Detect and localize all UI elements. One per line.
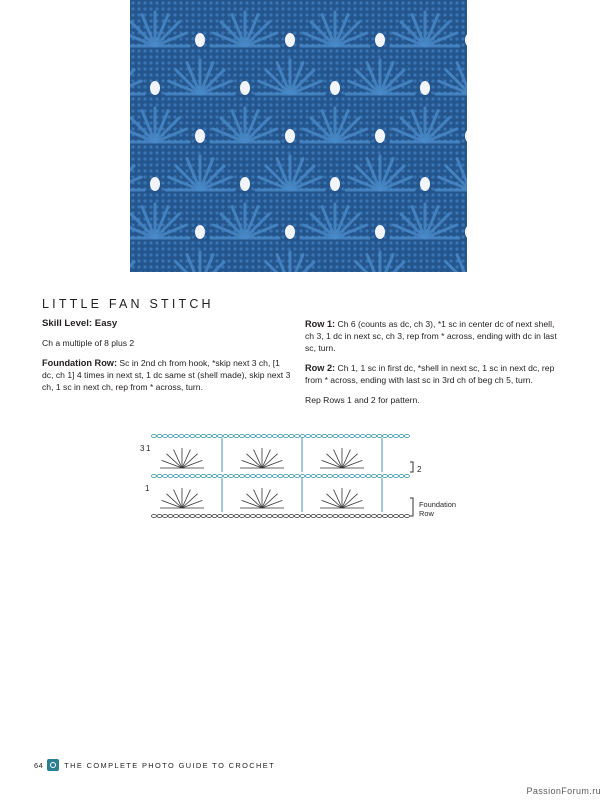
chart-chain-stitch xyxy=(300,515,305,518)
chart-shell-stitch xyxy=(342,494,358,508)
chart-chain-stitch xyxy=(399,435,404,438)
chart-chain-stitch xyxy=(267,435,272,438)
row-1-label: Row 1: xyxy=(305,319,336,329)
chart-chain-stitch xyxy=(262,515,267,518)
chart-chain-stitch xyxy=(273,435,278,438)
chart-chain-stitch xyxy=(328,435,333,438)
chart-chain-stitch xyxy=(399,515,404,518)
swatch-hole xyxy=(150,177,160,191)
chart-chain-stitch xyxy=(394,475,399,478)
chart-chain-stitch xyxy=(273,515,278,518)
chart-chain-stitch xyxy=(179,515,184,518)
chart-chain-stitch xyxy=(240,475,245,478)
chart-chain-stitch xyxy=(229,435,234,438)
chart-chain-stitch xyxy=(278,515,283,518)
row-label-1: 1 xyxy=(145,484,150,493)
chart-chain-stitch xyxy=(350,435,355,438)
chart-chain-stitch xyxy=(322,515,327,518)
chart-chain-stitch xyxy=(223,475,228,478)
chart-chain-stitch xyxy=(361,475,366,478)
chart-shell-stitch xyxy=(326,494,342,508)
chart-chain-stitch xyxy=(328,475,333,478)
chart-chain-stitch xyxy=(361,435,366,438)
swatch-hole xyxy=(375,33,385,47)
chart-chain-stitch xyxy=(350,475,355,478)
chart-chain-stitch xyxy=(196,515,201,518)
chart-chain-stitch xyxy=(234,475,239,478)
chart-chain-stitch xyxy=(372,435,377,438)
row-label-3: 3 xyxy=(140,444,145,453)
chart-chain-stitch xyxy=(333,515,338,518)
swatch-hole xyxy=(195,129,205,143)
stitch-diagram xyxy=(138,432,478,524)
chart-chain-stitch xyxy=(372,515,377,518)
chart-chain-stitch xyxy=(251,515,256,518)
chart-chain-stitch xyxy=(311,475,316,478)
chart-chain-stitch xyxy=(190,475,195,478)
chart-chain-stitch xyxy=(168,515,173,518)
chart-chain-stitch xyxy=(212,515,217,518)
chart-chain-stitch xyxy=(333,435,338,438)
foundation-row-label: Foundation Row: xyxy=(42,358,118,368)
chart-chain-stitch xyxy=(212,435,217,438)
chart-chain-stitch xyxy=(377,475,382,478)
instructions-left xyxy=(42,318,292,401)
chart-chain-stitch xyxy=(152,515,157,518)
skill-level: Skill Level: Easy xyxy=(42,318,118,329)
chart-chain-stitch xyxy=(218,515,223,518)
swatch-hole xyxy=(195,225,205,239)
chart-chain-stitch xyxy=(311,435,316,438)
chart-chain-stitch xyxy=(372,475,377,478)
chart-chain-stitch xyxy=(289,435,294,438)
chart-chain-stitch xyxy=(289,475,294,478)
chart-chain-stitch xyxy=(234,515,239,518)
chart-chain-stitch xyxy=(245,515,250,518)
chart-chain-stitch xyxy=(256,515,261,518)
chart-chain-stitch xyxy=(196,435,201,438)
chart-chain-stitch xyxy=(394,515,399,518)
chart-chain-stitch xyxy=(317,435,322,438)
instructions-right xyxy=(305,318,560,414)
crochet-swatch-photo xyxy=(130,0,467,272)
chart-chain-stitch xyxy=(295,435,300,438)
swatch-hole xyxy=(420,81,430,95)
chart-chain-stitch xyxy=(240,515,245,518)
book-logo-icon xyxy=(47,759,59,771)
chart-chain-stitch xyxy=(295,515,300,518)
chart-chain-stitch xyxy=(388,435,393,438)
chart-chain-stitch xyxy=(405,435,410,438)
chart-shell-stitch xyxy=(246,454,262,468)
chart-chain-stitch xyxy=(317,475,322,478)
chart-chain-stitch xyxy=(306,435,311,438)
chart-chain-stitch xyxy=(366,515,371,518)
chart-chain-stitch xyxy=(223,435,228,438)
chart-chain-stitch xyxy=(339,435,344,438)
chart-chain-stitch xyxy=(229,515,234,518)
chart-chain-stitch xyxy=(212,475,217,478)
chart-row-bracket xyxy=(410,462,413,516)
foundation-row-text: Sc in 2nd ch from hook, *skip next 3 ch, [1 dc, ch 1] 4 times in next st, 1 dc same st (shell made), skip next 3 ch, 1 sc in next ch, rep from * across, turn. xyxy=(42,358,291,392)
chart-chain-stitch xyxy=(383,435,388,438)
swatch-hole xyxy=(375,129,385,143)
chart-shell-stitch xyxy=(246,494,262,508)
row-1-text: Ch 6 (counts as dc, ch 3), *1 sc in center dc of next shell, ch 3, 1 dc in next sc, ch 3, rep from * across, ending with dc in last sc, turn. xyxy=(305,319,557,353)
chart-chain-stitch xyxy=(284,435,289,438)
chart-chain-stitch xyxy=(251,475,256,478)
swatch-hole xyxy=(420,177,430,191)
chart-chain-stitch xyxy=(289,515,294,518)
row-label-1-top: 1 xyxy=(146,444,151,453)
chart-shell-stitch xyxy=(342,454,358,468)
chart-chain-stitch xyxy=(185,435,190,438)
chart-shell-stitch xyxy=(182,494,198,508)
chart-chain-stitch xyxy=(278,435,283,438)
chart-chain-stitch xyxy=(245,475,250,478)
chart-chain-stitch xyxy=(339,475,344,478)
chart-chain-stitch xyxy=(339,515,344,518)
chart-chain-stitch xyxy=(377,435,382,438)
chart-chain-stitch xyxy=(306,515,311,518)
chart-chain-stitch xyxy=(388,515,393,518)
chart-chain-stitch xyxy=(405,475,410,478)
chart-chain-stitch xyxy=(251,435,256,438)
swatch-hole xyxy=(285,129,295,143)
chart-chain-stitch xyxy=(185,475,190,478)
chart-chain-stitch xyxy=(245,435,250,438)
chart-chain-stitch xyxy=(300,435,305,438)
chart-chain-stitch xyxy=(355,475,360,478)
chart-chain-stitch xyxy=(218,435,223,438)
chart-chain-stitch xyxy=(388,475,393,478)
swatch-hole xyxy=(285,33,295,47)
chart-chain-stitch xyxy=(333,475,338,478)
watermark: PassionForum.ru xyxy=(526,786,601,796)
row-2-text: Ch 1, 1 sc in first dc, *shell in next sc, 1 sc in next dc, rep from * across, ending with last sc in 3rd ch of beg ch 5, turn. xyxy=(305,363,555,385)
chart-chain-stitch xyxy=(174,515,179,518)
foundation-row-label-chart: Row xyxy=(419,509,434,518)
page-title: LITTLE FAN STITCH xyxy=(42,297,214,311)
chart-chain-stitch xyxy=(163,515,168,518)
chart-chain-stitch xyxy=(229,475,234,478)
chart-chain-stitch xyxy=(190,515,195,518)
chain-multiple: Ch a multiple of 8 plus 2 xyxy=(42,338,135,348)
swatch-image xyxy=(130,0,467,272)
swatch-hole xyxy=(330,177,340,191)
foundation-label: Foundation xyxy=(419,500,456,509)
swatch-hole xyxy=(240,177,250,191)
swatch-hole xyxy=(375,225,385,239)
chart-chain-stitch xyxy=(284,515,289,518)
chart-chain-stitch xyxy=(361,515,366,518)
chart-chain-stitch xyxy=(262,435,267,438)
page-footer xyxy=(34,759,275,771)
chart-chain-stitch xyxy=(405,515,410,518)
chart-chain-stitch xyxy=(207,515,212,518)
chart-chain-stitch xyxy=(201,435,206,438)
chart-chain-stitch xyxy=(306,475,311,478)
chart-chain-stitch xyxy=(355,435,360,438)
swatch-hole xyxy=(285,225,295,239)
chart-chain-stitch xyxy=(262,475,267,478)
chart-chain-stitch xyxy=(256,475,261,478)
chart-shell-stitch xyxy=(262,454,278,468)
chart-chain-stitch xyxy=(168,435,173,438)
stitch-chart xyxy=(138,432,478,524)
chart-chain-stitch xyxy=(152,475,157,478)
chart-chain-stitch xyxy=(344,475,349,478)
chart-shell-stitch xyxy=(166,494,182,508)
row-2-label: Row 2: xyxy=(305,363,336,373)
chart-chain-stitch xyxy=(179,475,184,478)
chart-chain-stitch xyxy=(366,435,371,438)
chart-chain-stitch xyxy=(163,475,168,478)
chart-chain-stitch xyxy=(350,515,355,518)
chart-chain-stitch xyxy=(207,475,212,478)
chart-chain-stitch xyxy=(267,475,272,478)
chart-chain-stitch xyxy=(168,475,173,478)
chart-chain-stitch xyxy=(284,475,289,478)
chart-chain-stitch xyxy=(201,515,206,518)
chart-chain-stitch xyxy=(394,435,399,438)
swatch-hole xyxy=(195,33,205,47)
chart-shell-stitch xyxy=(262,494,278,508)
chart-chain-stitch xyxy=(196,475,201,478)
chart-chain-stitch xyxy=(383,475,388,478)
chart-chain-stitch xyxy=(344,515,349,518)
chart-chain-stitch xyxy=(355,515,360,518)
chart-chain-stitch xyxy=(322,435,327,438)
chart-chain-stitch xyxy=(185,515,190,518)
foundation-row-instructions xyxy=(42,357,292,393)
row-label-2: 2 xyxy=(417,465,422,474)
chart-chain-stitch xyxy=(267,515,272,518)
chart-chain-stitch xyxy=(300,475,305,478)
chart-chain-stitch xyxy=(278,475,283,478)
page-number: 64 xyxy=(34,760,44,770)
chart-chain-stitch xyxy=(190,435,195,438)
chart-chain-stitch xyxy=(383,515,388,518)
chart-chain-stitch xyxy=(163,435,168,438)
row-1-instructions xyxy=(305,318,560,354)
chart-chain-stitch xyxy=(157,475,162,478)
swatch-hole xyxy=(150,81,160,95)
book-title: THE COMPLETE PHOTO GUIDE TO CROCHET xyxy=(64,760,276,770)
chart-chain-stitch xyxy=(377,515,382,518)
chart-chain-stitch xyxy=(317,515,322,518)
chart-chain-stitch xyxy=(234,435,239,438)
chart-shell-stitch xyxy=(182,454,198,468)
swatch-hole xyxy=(240,81,250,95)
chart-chain-stitch xyxy=(179,435,184,438)
chart-chain-stitch xyxy=(328,515,333,518)
chart-shell-stitch xyxy=(326,454,342,468)
chart-chain-stitch xyxy=(256,435,261,438)
chart-chain-stitch xyxy=(157,435,162,438)
chart-chain-stitch xyxy=(223,515,228,518)
chart-chain-stitch xyxy=(344,435,349,438)
chart-chain-stitch xyxy=(174,475,179,478)
chart-chain-stitch xyxy=(201,475,206,478)
chart-chain-stitch xyxy=(366,475,371,478)
chart-chain-stitch xyxy=(295,475,300,478)
chart-chain-stitch xyxy=(207,435,212,438)
chart-chain-stitch xyxy=(152,435,157,438)
chart-chain-stitch xyxy=(218,475,223,478)
swatch-hole xyxy=(330,81,340,95)
chart-chain-stitch xyxy=(399,475,404,478)
repeat-instructions: Rep Rows 1 and 2 for pattern. xyxy=(305,395,420,405)
chart-chain-stitch xyxy=(311,515,316,518)
chart-shell-stitch xyxy=(166,454,182,468)
chart-chain-stitch xyxy=(273,475,278,478)
chart-chain-stitch xyxy=(322,475,327,478)
chart-chain-stitch xyxy=(157,515,162,518)
chart-chain-stitch xyxy=(240,435,245,438)
row-2-instructions xyxy=(305,362,560,386)
chart-chain-stitch xyxy=(174,435,179,438)
